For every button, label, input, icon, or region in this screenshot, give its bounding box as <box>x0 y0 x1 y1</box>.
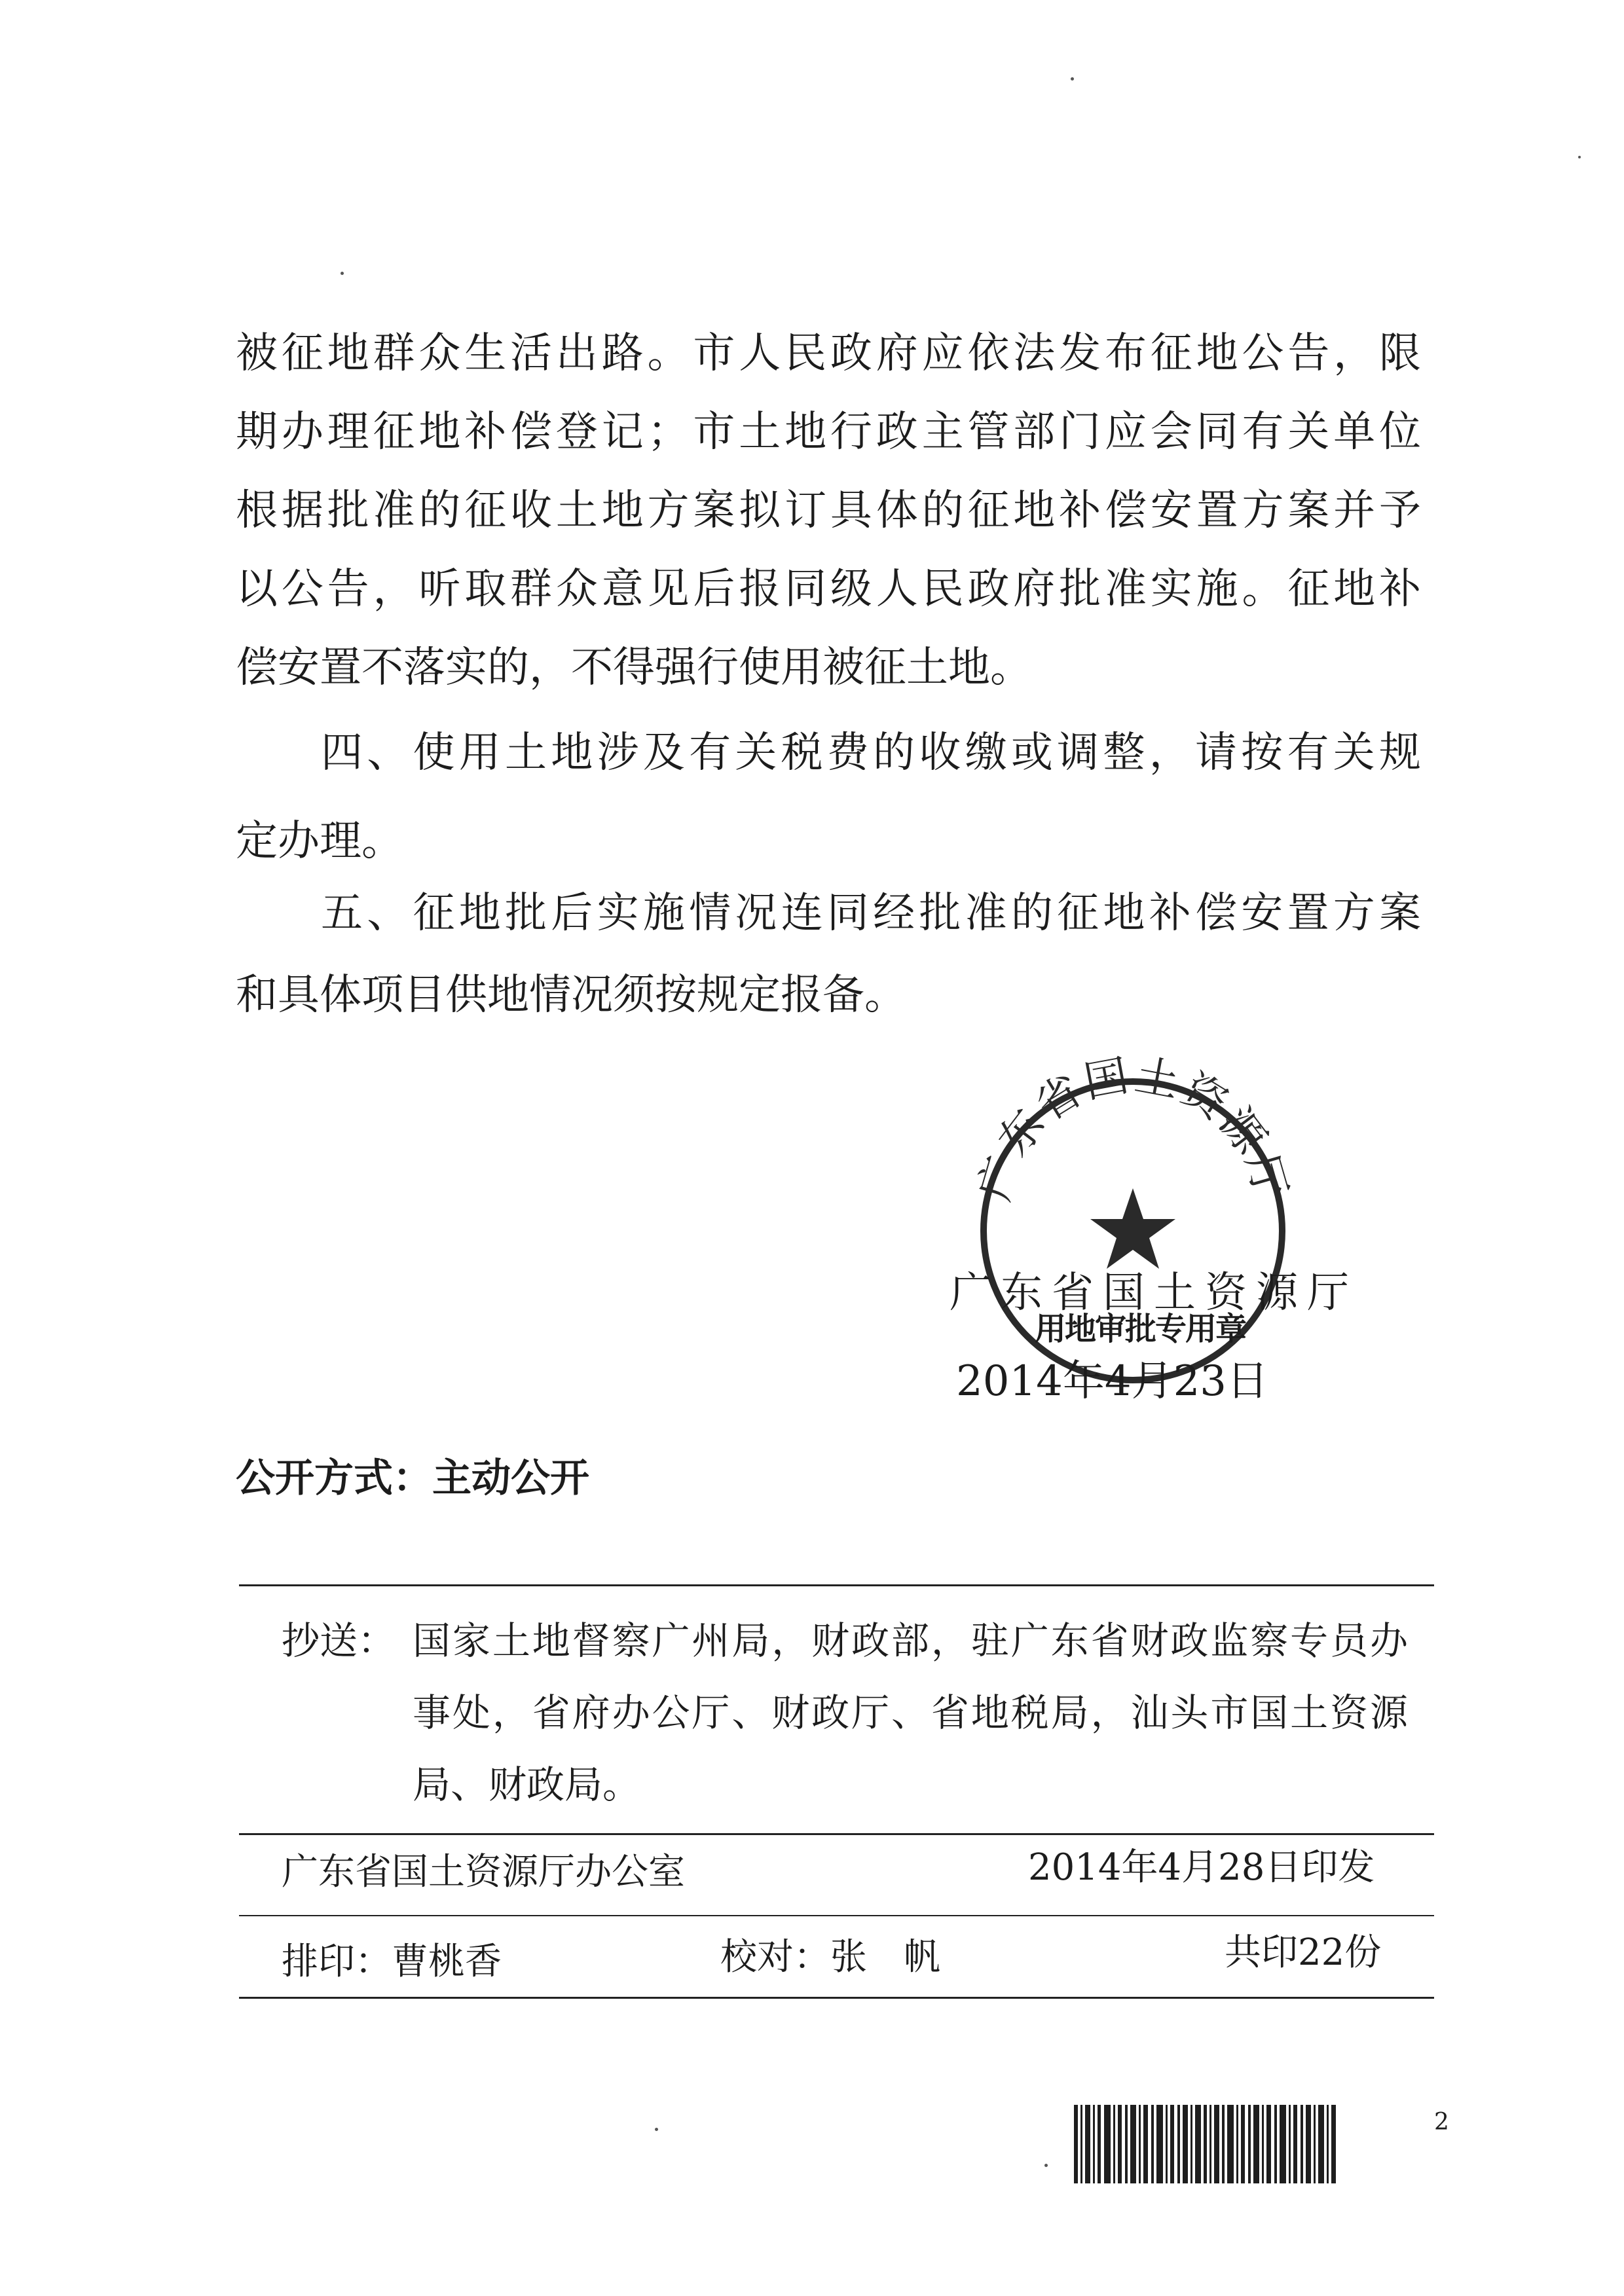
print-date: 2014年4月28日印发 <box>1028 1846 1375 1889</box>
body-line-9: 和具体项目供地情况须按规定报备。 <box>236 971 906 1019</box>
issuer-name: 广东省国土资源厅 <box>950 1269 1358 1317</box>
body-line-7: 定办理。 <box>236 817 403 866</box>
typist-name: 曹桃香 <box>392 1941 502 1983</box>
cc-label: 抄送： <box>282 1618 396 1663</box>
seal-stamp-text: 用地审批专用章 <box>1035 1311 1246 1347</box>
disclosure-value: 主动公开 <box>432 1455 589 1501</box>
proofreader <box>720 1935 940 1980</box>
scan-speck <box>1044 2164 1048 2167</box>
disclosure-label: 公开方式： <box>236 1455 432 1501</box>
body-line-8: 五、征地批后实施情况连同经批准的征地补偿安置方案 <box>321 889 1421 938</box>
cc-line-1: 国家土地督察广州局，财政部，驻广东省财政监察专员办 <box>413 1618 1408 1663</box>
body-line-4: 以公告，听取群众意见后报同级人民政府批准实施。征地补 <box>236 565 1421 613</box>
scan-speck <box>1071 77 1074 81</box>
page-number: 2 <box>1434 2109 1449 2136</box>
rule-footer-mid <box>239 1915 1434 1916</box>
proofreader-name: 张 帆 <box>830 1936 940 1978</box>
body-line-6: 四、使用土地涉及有关税费的收缴或调整，请按有关规 <box>321 729 1421 777</box>
seal-ring-text: 广东省国土资源厅 <box>969 1049 1297 1207</box>
copies-count: 共印22份 <box>1225 1931 1382 1974</box>
scan-speck <box>341 272 344 275</box>
cc-line-2: 事处，省府办公厅、财政厅、省地税局，汕头市国土资源 <box>413 1690 1408 1735</box>
typist <box>282 1939 502 1985</box>
barcode <box>1074 2105 1336 2183</box>
signature-date: 2014年4月23日 <box>956 1357 1269 1406</box>
disclosure-line <box>236 1453 589 1503</box>
star-icon <box>1090 1188 1175 1269</box>
cc-line-3: 局、财政局。 <box>413 1762 641 1807</box>
body-line-5: 偿安置不落实的，不得强行使用被征土地。 <box>236 644 1032 692</box>
proofreader-label: 校对： <box>720 1936 830 1978</box>
rule-bottom <box>239 1997 1434 1999</box>
body-line-1: 被征地群众生活出路。市人民政府应依法发布征地公告，限 <box>236 329 1421 378</box>
scan-speck <box>655 2128 658 2131</box>
body-line-2: 期办理征地补偿登记；市土地行政主管部门应会同有关单位 <box>236 408 1421 456</box>
scan-speck <box>1578 156 1581 158</box>
issuing-office: 广东省国土资源厅办公室 <box>282 1851 685 1893</box>
typist-label: 排印： <box>282 1941 392 1983</box>
rule-top <box>239 1584 1434 1586</box>
rule-cc-bottom <box>239 1833 1434 1835</box>
body-line-3: 根据批准的征收土地方案拟订具体的征地补偿安置方案并予 <box>236 486 1421 535</box>
